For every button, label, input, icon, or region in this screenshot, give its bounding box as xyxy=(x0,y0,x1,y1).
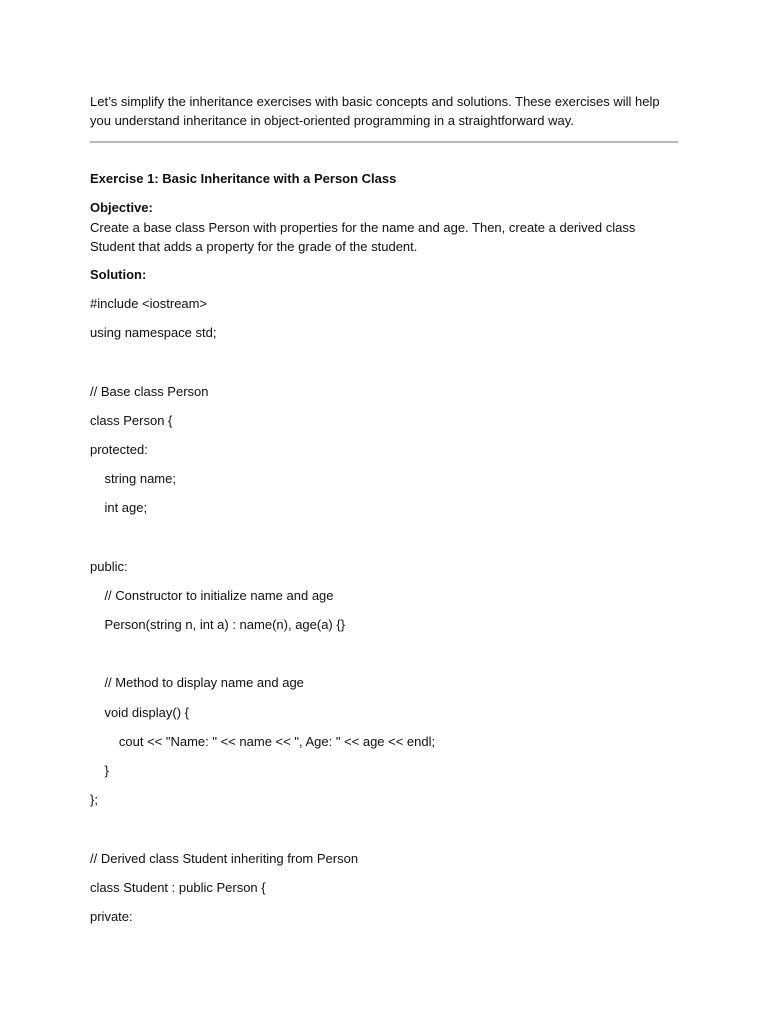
code-line: // Constructor to initialize name and age xyxy=(90,587,334,603)
code-line xyxy=(90,353,690,382)
code-line: } xyxy=(90,763,109,778)
objective-label: Objective: xyxy=(90,200,153,215)
code-line: Person(string n, int a) : name(n), age(a) {} xyxy=(90,617,346,633)
code-line: using namespace std; xyxy=(90,325,217,341)
code-line: void display() { xyxy=(90,704,189,720)
code-line: cout << "Name: " << name << ", Age: " << age << endl; xyxy=(90,733,436,749)
horizontal-divider xyxy=(90,141,678,143)
code-line: int age; xyxy=(90,500,148,516)
code-line xyxy=(90,820,690,849)
code-line xyxy=(90,645,690,674)
objective-text: Create a base class Person with properties for the name and age. Then, create a derived class Student that adds a property for the grade of the student. xyxy=(90,220,636,254)
code-line: class Person { xyxy=(90,412,173,428)
code-line: // Base class Person xyxy=(90,383,209,399)
code-line: public: xyxy=(90,558,128,574)
code-line: private: xyxy=(90,908,133,924)
code-line: #include <iostream> xyxy=(90,296,208,311)
code-block xyxy=(90,295,690,937)
code-line: protected: xyxy=(90,441,148,457)
exercise-heading: Exercise 1: Basic Inheritance with a Person Class xyxy=(90,171,397,186)
code-line: class Student : public Person { xyxy=(90,879,266,895)
intro-paragraph: Let’s simplify the inheritance exercises with basic concepts and solutions. These exercises will help you understand inheritance in object-oriented programming in a straightforward way. xyxy=(90,94,660,128)
code-line: string name; xyxy=(90,471,176,487)
code-line: }; xyxy=(90,792,98,808)
code-line xyxy=(90,529,690,558)
code-line: // Derived class Student inheriting from Person xyxy=(90,850,359,866)
code-line: // Method to display name and age xyxy=(90,675,304,691)
solution-label: Solution: xyxy=(90,267,147,282)
